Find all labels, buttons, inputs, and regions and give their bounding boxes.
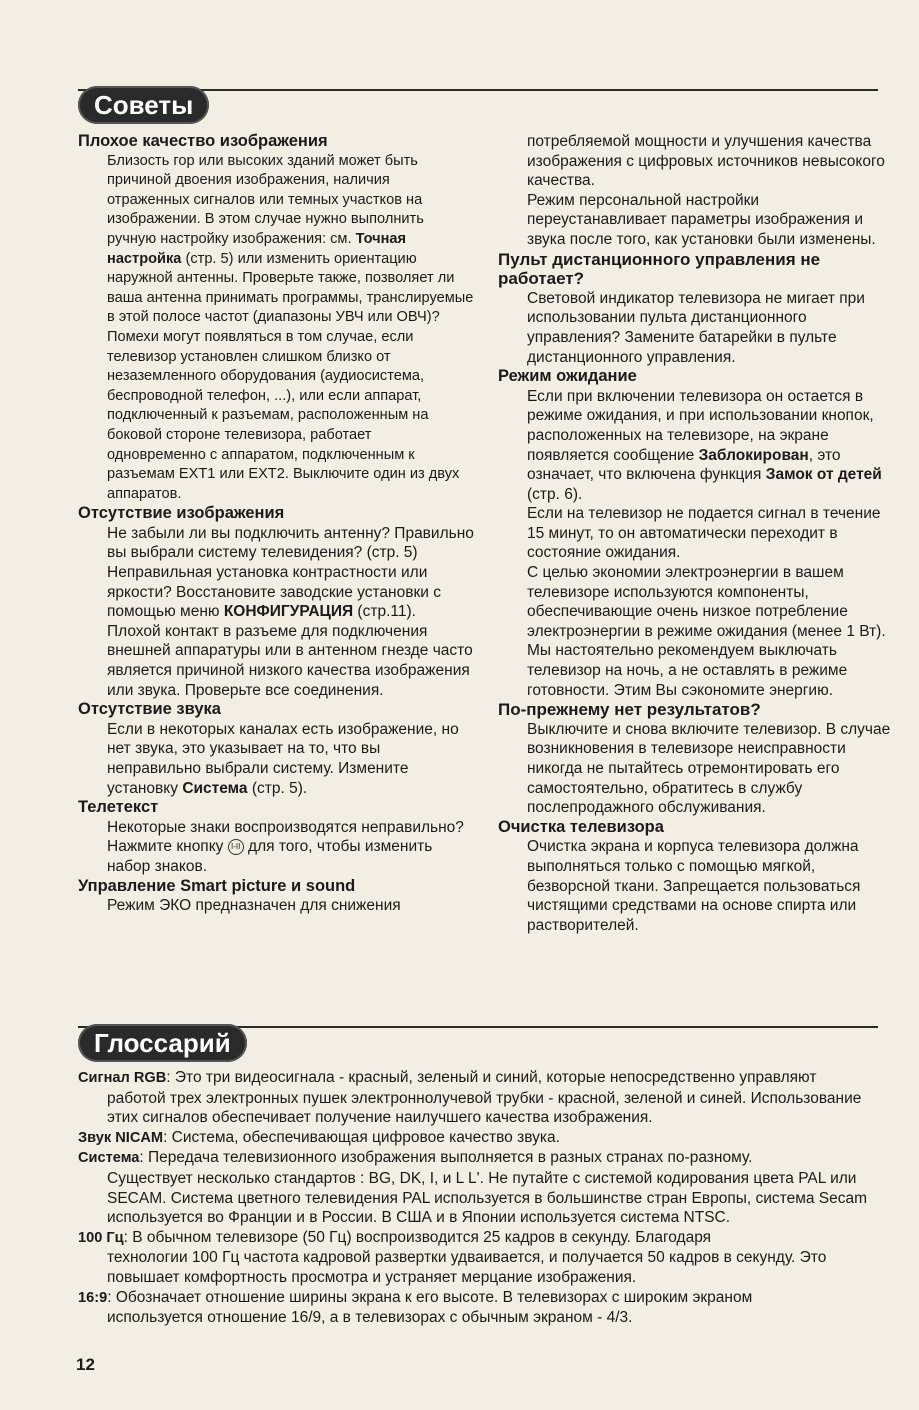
section-body-smart-picture-cont xyxy=(498,132,892,250)
glossary-entry: 16:9: Обозначает отношение ширины экрана к его высоте. В телевизорах с широким экраном используется отношение 16/9, а в телевизорах с обычным экраном - 4/3. xyxy=(78,1288,753,1327)
paragraph: Выключите и снова включите телевизор. В случае возникновения в телевизоре неисправности никогда не пытайтесь отремонтировать его самостоятельно, обратитесь в службу послепродажного обслуживания. xyxy=(527,720,891,817)
teletext-language-key-icon: I-II xyxy=(228,839,244,855)
paragraph: Режим ЭКО предназначен для снижения xyxy=(107,897,401,915)
section-title-still-no-result: По-прежнему нет результатов? xyxy=(498,700,761,720)
glossary-title: Глоссарий xyxy=(78,1024,247,1062)
paragraph: Если в некоторых каналах есть изображение, но нет звука, это указывает на то, что вы неправильно выбрали систему. Измените установку Система (стр. 5). xyxy=(107,720,459,797)
paragraph: Не забыли ли вы подключить антенну? Правильно вы выбрали систему телевидения? (стр. 5) xyxy=(107,524,474,562)
tips-left-column xyxy=(78,132,474,916)
paragraph: Помехи могут появляться в том случае, если телевизор установлен слишком близко от незаземленного оборудования (аудиосистема, беспроводной телефон, ...), или если аппарат, подключенный к разъемам, расположенным на боковой стороне телевизора, работает одновременно с аппаратом, подключенным к разъемам EXT1 или EXT2. Выключите один из двух аппаратов. xyxy=(107,328,460,502)
paragraph: Если на телевизор не подается сигнал в течение 15 минут, то он автоматически переходит в состояние ожидания. xyxy=(527,505,881,562)
section-title-standby: Режим ожидание xyxy=(498,367,637,386)
paragraph: Световой индикатор телевизора не мигает при использовании пульта дистанционного управления? Замените батарейки в пульте дистанционного управления. xyxy=(527,289,865,366)
glossary-entry: Система: Передача телевизионного изображения выполняется в разных странах по-разному. Существует несколько стандартов : BG, DK, I, и L L'. Не путайте с системой кодирования цвета PAL или SECAM. Система цветного телевидения PAL используется в большинстве стран Европы, система Secam используется во Франции и в России. В США и в Японии используется система NTSC. xyxy=(78,1149,868,1227)
section-title-smart-picture: Управление Smart picture и sound xyxy=(78,876,356,895)
section-body-smart-picture xyxy=(78,896,474,916)
section-title-no-picture: Отсутствие изображения xyxy=(78,504,285,523)
section-body-teletext xyxy=(78,818,474,877)
page-number: 12 xyxy=(76,1355,95,1374)
section-body-still-no-result xyxy=(498,720,892,818)
glossary-entry: Сигнал RGB: Это три видеосигнала - красный, зеленый и синий, которые непосредственно управляют работой трех электронных пушек электроннолучевой трубки - красной, зеленой и синей. Использование этих сигналов обеспечивает получение наилучшего качества изображения. xyxy=(78,1069,862,1127)
paragraph: потребляемой мощности и улучшения качества изображения с цифровых источников невысокого качества. xyxy=(527,133,885,190)
paragraph: Близость гор или высоких зданий может быть причиной двоения изображения, наличия отраженных сигналов или темных участков на изображении. В этом случае нужно выполнить ручную настройку изображения: см. Точная настройка (стр. 5) или изменить ориентацию наружной антенны. Проверьте также, позволяет ли ваша антенна принимать программы, транслируемые в этой полосе частот (диапазоны УВЧ или ОВЧ)? xyxy=(107,152,474,326)
paragraph: С целью экономии электроэнергии в вашем телевизоре используются компоненты, обеспечивающие очень низкое потребление электроэнергии в режиме ожидания (менее 1 Вт). xyxy=(527,564,886,640)
tips-right-column xyxy=(498,132,892,935)
glossary-list xyxy=(78,1068,888,1328)
paragraph: Мы настоятельно рекомендуем выключать телевизор на ночь, а не оставлять в режиме готовности. Этим Вы сэкономите энергию. xyxy=(527,642,848,699)
paragraph: Режим персональной настройки переустанавливает параметры изображения и звука после того, как установки были изменены. xyxy=(527,191,876,248)
paragraph: Некоторые знаки воспроизводятся неправильно? Нажмите кнопку I-II для того, чтобы изменить набор знаков. xyxy=(107,818,464,875)
section-body-no-picture xyxy=(78,524,474,700)
section-body-remote xyxy=(498,289,892,367)
paragraph: Если при включении телевизора он остается в режиме ожидания, и при использовании кнопок, расположенных на телевизоре, на экране появляется сообщение Заблокирован, это означает, что включена функция Замок от детей (стр. 6). xyxy=(527,387,882,503)
glossary-entry: 100 Гц: В обычном телевизоре (50 Гц) воспроизводится 25 кадров в секунду. Благодаря технологии 100 Гц частота кадровой развертки удваивается, и получается 50 кадров в секунду. Это повышает комфортность просмотра и устраняет мерцание изображения. xyxy=(78,1228,827,1286)
paragraph: Плохой контакт в разъеме для подключения внешней аппаратуры или в антенном гнезде часто является причиной низкого качества изображения или звука. Проверьте все соединения. xyxy=(107,622,473,699)
section-title-cleaning: Очистка телевизора xyxy=(498,817,664,836)
section-title-bad-picture: Плохое качество изображения xyxy=(78,132,328,150)
paragraph: Очистка экрана и корпуса телевизора должна выполняться только с помощью мягкой, безворсной ткани. Запрещается пользоваться чистящими средствами на основе спирта или растворителей. xyxy=(527,838,861,934)
section-body-bad-picture xyxy=(78,152,474,505)
section-body-cleaning xyxy=(498,837,892,935)
section-title-teletext: Телетекст xyxy=(78,798,159,817)
tips-title: Советы xyxy=(78,86,209,124)
glossary-entry: Звук NICAM: Система, обеспечивающая цифровое качество звука. xyxy=(78,1128,560,1146)
section-body-no-sound xyxy=(78,720,474,798)
section-title-remote: Пульт дистанционного управления не работает? xyxy=(498,249,821,289)
paragraph: Неправильная установка контрастности или яркости? Восстановите заводские установки с помощью меню КОНФИГУРАЦИЯ (стр.11). xyxy=(107,564,441,621)
section-body-standby xyxy=(498,387,892,701)
section-title-no-sound: Отсутствие звука xyxy=(78,700,221,719)
